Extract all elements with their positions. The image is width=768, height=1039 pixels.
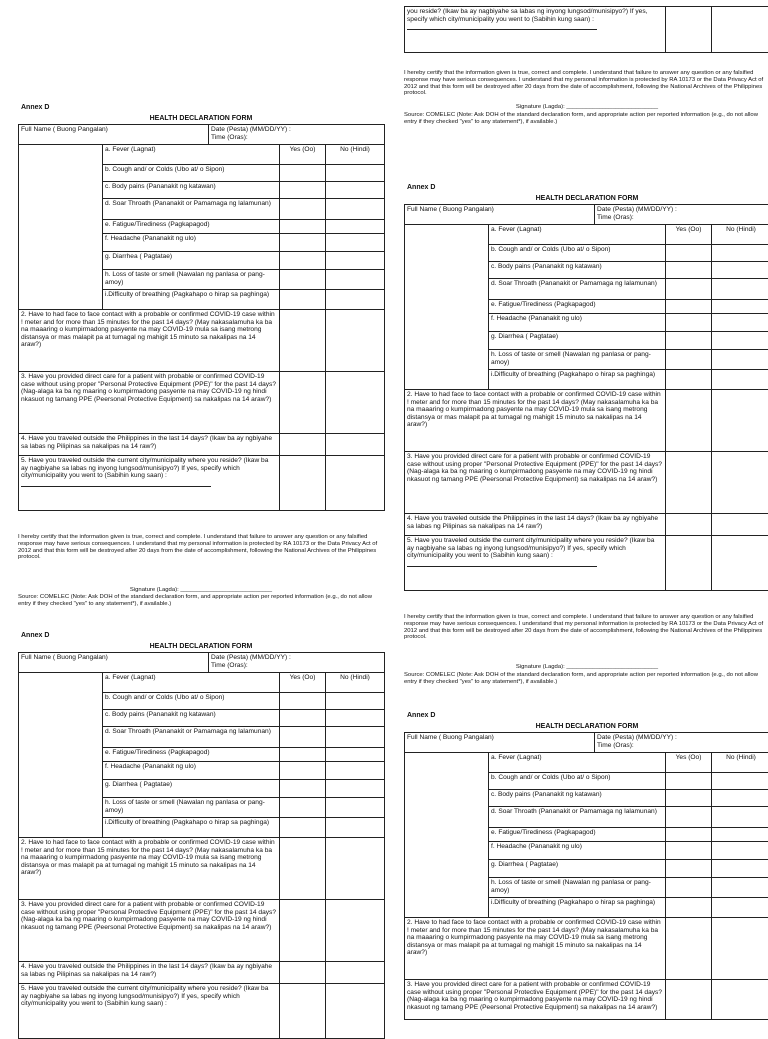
no-checkbox[interactable] xyxy=(326,748,385,762)
symptom-label: d. Soar Throath (Pananakit or Pamamaga ng lalamunan) xyxy=(489,807,666,828)
yes-checkbox[interactable] xyxy=(280,780,326,798)
no-checkbox[interactable] xyxy=(712,918,768,980)
city-answer-line[interactable] xyxy=(407,23,597,30)
question-5-continued: you reside? (Ikaw ba ay nagbiyahe sa labas ng inyong lungsod/munisipyo?) If yes, specify which city/municipality you went to (Sabihin kung saan) : xyxy=(405,7,666,53)
date-time-field[interactable]: Date (Pesta) (MM/DD/YY) : Time (Oras): xyxy=(209,653,385,673)
symptom-label: f. Headache (Pananakit ng ulo) xyxy=(489,314,666,332)
blank-cell xyxy=(19,145,103,310)
symptom-label: h. Loss of taste or smell (Nawalan ng panlasa or pang-amoy) xyxy=(103,270,280,290)
yes-checkbox[interactable] xyxy=(666,262,712,279)
question-4: 4. Have you traveled outside the Philippines in the last 14 days? (Ikaw ba ay ngbiyahe sa labas ng Pilipinas sa nakalipas na 14 raw?) xyxy=(19,962,280,984)
symptom-label: a. Fever (Lagnat) xyxy=(489,225,666,245)
no-checkbox[interactable] xyxy=(712,300,768,314)
yes-checkbox[interactable] xyxy=(280,182,326,199)
symptom-label: a. Fever (Lagnat) xyxy=(489,753,666,773)
yes-checkbox[interactable] xyxy=(666,898,712,918)
no-checkbox[interactable] xyxy=(712,828,768,842)
no-checkbox[interactable] xyxy=(712,860,768,878)
question-3: 3. Have you provided direct care for a patient with probable or confirmed COVID-19 case without using proper "Personal Protective Equipment (PPE)" for the past 14 days? (Nag-alaga ka ba ng maaring o kumpirmadong pasyente na may COVID-19 ng hindi nkasuot ng tamang PPE (Peersonal Protective Equipment) sa nakalipas na 14 araw?) xyxy=(405,452,666,514)
certification-text: I hereby certify that the information given is true, correct and complete. I understand that failure to answer any question or any falsified response may have serious consequences. I understand that my personal information is protected by RA 10173 or the Data Privacy Act of 2012 and that this form will be destroyed after 20 days from the date of accomplishment, following the National Archives of the Philippines protocol. xyxy=(18,534,384,561)
symptom-label: c. Body pains (Pananakit ng katawan) xyxy=(489,790,666,807)
no-checkbox[interactable] xyxy=(326,984,385,1039)
symptom-label: e. Fatigue/Tirediness (Pagkapagod) xyxy=(103,748,280,762)
yes-checkbox[interactable] xyxy=(666,245,712,262)
yes-checkbox[interactable] xyxy=(666,514,712,536)
no-checkbox[interactable] xyxy=(326,727,385,748)
yes-checkbox[interactable] xyxy=(280,199,326,220)
question-5: 5. Have you traveled outside the current city/municipality where you reside? (Ikaw ba ay nagbiyahe sa labas ng inyong lungsod/munisipyo?) If yes, specify which city/municipality you went to (Sabihin kung saan) : xyxy=(19,456,280,511)
no-checkbox[interactable] xyxy=(326,798,385,818)
no-checkbox[interactable] xyxy=(326,290,385,310)
date-time-field[interactable]: Date (Pesta) (MM/DD/YY) : Time (Oras): xyxy=(595,733,768,753)
symptom-label: b. Cough and/ or Colds (Ubo at/ o Sipon) xyxy=(103,165,280,182)
no-checkbox[interactable] xyxy=(712,332,768,350)
question-3: 3. Have you provided direct care for a patient with probable or confirmed COVID-19 case without using proper "Personal Protective Equipment (PPE)" for the past 14 days? (Nag-alaga ka ba ng maaring o kumpirmadong pasyente na may COVID-19 ng hindi nkasuot ng tamang PPE (Peersonal Protective Equipment) sa nakalipas na 14 araw?) xyxy=(405,980,666,1020)
yes-checkbox[interactable] xyxy=(280,456,326,511)
date-time-field[interactable]: Date (Pesta) (MM/DD/YY) : Time (Oras): xyxy=(595,205,768,225)
annex-label: Annex D xyxy=(407,712,435,719)
symptom-label: b. Cough and/ or Colds (Ubo at/ o Sipon) xyxy=(489,773,666,790)
form-title: HEALTH DECLARATION FORM xyxy=(18,643,384,650)
signature-field[interactable]: ____________________________ xyxy=(566,664,658,670)
full-name-field[interactable]: Full Name ( Buong Pangalan) xyxy=(405,733,595,753)
city-answer-line[interactable] xyxy=(21,480,211,487)
full-name-field[interactable]: Full Name ( Buong Pangalan) xyxy=(19,125,209,145)
certification-text: I hereby certify that the information given is true, correct and complete. I understand that failure to answer any question or any falsified response may have serious consequences. I understand that my personal information is protected by RA 10173 or the Data Privacy Act of 2012 and that this form will be destroyed after 20 days from the date of accomplishment, following the National Archives of the Philippines protocol. xyxy=(404,70,768,97)
yes-checkbox[interactable] xyxy=(280,252,326,270)
question-2: 2. Have to had face to face contact with a probable or confirmed COVID-19 case within ! meter and for more than 15 minutes for the past 14 days? (May nakasalamuha ka ba na maaaring o kumpirmadong pasyente na may COVID-19 mula sa isang metrong distansya or mas malapit pa at tumagal ng mahigit 15 minuto sa nakalipas na 14 araw?) xyxy=(405,918,666,980)
source-note: Source: COMELEC (Note: Ask DOH of the standard declaration form, and appropriate action per reported information (e.g., do not allow entry if they checked "yes" to any statement*), if available.) xyxy=(404,112,768,126)
no-checkbox[interactable] xyxy=(712,536,768,591)
yes-checkbox[interactable] xyxy=(666,918,712,980)
no-checkbox[interactable] xyxy=(712,390,768,452)
yes-checkbox[interactable] xyxy=(280,270,326,290)
signature-field[interactable]: ____________________________ xyxy=(180,587,272,593)
symptom-label: c. Body pains (Pananakit ng katawan) xyxy=(489,262,666,279)
blank-cell xyxy=(19,673,103,838)
symptom-label: f. Headache (Pananakit ng ulo) xyxy=(103,234,280,252)
date-label: Date (Pesta) (MM/DD/YY) : xyxy=(211,126,291,133)
no-checkbox[interactable] xyxy=(712,262,768,279)
symptom-label: c. Body pains (Pananakit ng katawan) xyxy=(103,710,280,727)
yes-checkbox[interactable] xyxy=(280,748,326,762)
no-checkbox[interactable] xyxy=(326,182,385,199)
yes-header: Yes (Oo) xyxy=(280,145,326,165)
yes-checkbox[interactable] xyxy=(280,310,326,372)
source-note: Source: COMELEC (Note: Ask DOH of the standard declaration form, and appropriate action per reported information (e.g., do not allow entry if they checked "yes" to any statement*), if available.) xyxy=(404,672,768,686)
no-checkbox[interactable] xyxy=(326,234,385,252)
no-checkbox[interactable] xyxy=(712,773,768,790)
question-3: 3. Have you provided direct care for a patient with probable or confirmed COVID-19 case without using proper "Personal Protective Equipment (PPE)" for the past 14 days? (Nag-alaga ka ba ng maaring o kumpirmadong pasyente na may COVID-19 ng hindi nkasuot ng tamang PPE (Peersonal Protective Equipment) sa nakalipas na 14 araw?) xyxy=(19,372,280,434)
symptom-label: c. Body pains (Pananakit ng katawan) xyxy=(103,182,280,199)
yes-checkbox[interactable] xyxy=(666,314,712,332)
annex-label: Annex D xyxy=(21,632,49,639)
no-checkbox[interactable] xyxy=(326,270,385,290)
yes-checkbox[interactable] xyxy=(280,818,326,838)
no-checkbox[interactable] xyxy=(326,310,385,372)
no-checkbox[interactable] xyxy=(326,165,385,182)
yes-header: Yes (Oo) xyxy=(666,753,712,773)
yes-checkbox[interactable] xyxy=(280,434,326,456)
symptom-label: e. Fatigue/Tirediness (Pagkapagod) xyxy=(489,828,666,842)
yes-checkbox[interactable] xyxy=(666,828,712,842)
yes-checkbox[interactable] xyxy=(280,984,326,1039)
no-checkbox[interactable] xyxy=(712,370,768,390)
name-row xyxy=(19,125,385,145)
no-checkbox[interactable] xyxy=(326,710,385,727)
yes-checkbox[interactable] xyxy=(280,693,326,710)
question-5: 5. Have you traveled outside the current city/municipality where you reside? (Ikaw ba ay nagbiyahe sa labas ng inyong lungsod/munisipyo?) If yes, specify which city/municipality you went to (Sabihin kung saan) : xyxy=(405,536,666,591)
symptom-label: b. Cough and/ or Colds (Ubo at/ o Sipon) xyxy=(103,693,280,710)
yes-checkbox[interactable] xyxy=(280,710,326,727)
no-header: No (Hindi) xyxy=(712,225,768,245)
no-header: No (Hindi) xyxy=(326,673,385,693)
symptom-label: a. Fever (Lagnat) xyxy=(103,673,280,693)
form-title: HEALTH DECLARATION FORM xyxy=(404,195,768,202)
question-2: 2. Have to had face to face contact with a probable or confirmed COVID-19 case within ! meter and for more than 15 minutes for the past 14 days? (May nakasalamuha ka ba na maaaring o kumpirmadong pasyente na may COVID-19 mula sa isang metrong distansya or mas malapit pa at tumagal ng mahigit 15 minuto sa nakalipas na 14 araw?) xyxy=(405,390,666,452)
symptom-label: e. Fatigue/Tirediness (Pagkapagod) xyxy=(103,220,280,234)
question-4: 4. Have you traveled outside the Philippines in the last 14 days? (Ikaw ba ay ngbiyahe sa labas ng Pilipinas sa nakalipas na 14 raw?) xyxy=(405,514,666,536)
no-checkbox[interactable] xyxy=(712,878,768,898)
yes-checkbox[interactable] xyxy=(666,860,712,878)
symptom-label: g. Diarrhea ( Pagtatae) xyxy=(103,780,280,798)
blank-cell xyxy=(405,753,489,918)
no-checkbox[interactable] xyxy=(326,780,385,798)
no-checkbox[interactable] xyxy=(326,434,385,456)
yes-checkbox[interactable] xyxy=(280,900,326,962)
yes-checkbox[interactable] xyxy=(280,220,326,234)
symptom-label: d. Soar Throath (Pananakit or Pamamaga ng lalamunan) xyxy=(103,727,280,748)
symptom-label: g. Diarrhea ( Pagtatae) xyxy=(103,252,280,270)
full-name-field[interactable]: Full Name ( Buong Pangalan) xyxy=(19,653,209,673)
no-checkbox[interactable] xyxy=(326,456,385,511)
question-5: 5. Have you traveled outside the current city/municipality where you reside? (Ikaw ba ay nagbiyahe sa labas ng inyong lungsod/munisipyo?) If yes, specify which city/municipality you went to (Sabihin kung saan) : xyxy=(19,984,280,1039)
no-checkbox[interactable] xyxy=(712,245,768,262)
symptom-label: d. Soar Throath (Pananakit or Pamamaga ng lalamunan) xyxy=(489,279,666,300)
full-name-field[interactable]: Full Name ( Buong Pangalan) xyxy=(405,205,595,225)
yes-checkbox[interactable] xyxy=(280,290,326,310)
symptom-label: g. Diarrhea ( Pagtatae) xyxy=(489,332,666,350)
symptom-label: g. Diarrhea ( Pagtatae) xyxy=(489,860,666,878)
no-header: No (Hindi) xyxy=(712,753,768,773)
no-checkbox[interactable] xyxy=(712,898,768,918)
no-checkbox[interactable] xyxy=(712,7,768,53)
yes-checkbox[interactable] xyxy=(280,234,326,252)
no-checkbox[interactable] xyxy=(326,199,385,220)
no-checkbox[interactable] xyxy=(326,372,385,434)
certification-text: I hereby certify that the information given is true, correct and complete. I understand that failure to answer any question or any falsified response may have serious consequences. I understand that my personal information is protected by RA 10173 or the Data Privacy Act of 2012 and that this form will be destroyed after 20 days from the date of accomplishment, following the National Archives of the Philippines protocol. xyxy=(404,614,768,641)
signature-line: Signature (Lagda): ____________________________ xyxy=(404,104,768,111)
yes-checkbox[interactable] xyxy=(666,842,712,860)
blank-cell xyxy=(405,225,489,390)
form-table xyxy=(18,124,385,511)
no-checkbox[interactable] xyxy=(326,762,385,780)
yes-checkbox[interactable] xyxy=(666,390,712,452)
yes-checkbox[interactable] xyxy=(280,798,326,818)
form-table xyxy=(18,652,385,1039)
symptom-label: d. Soar Throath (Pananakit or Pamamaga ng lalamunan) xyxy=(103,199,280,220)
yes-checkbox[interactable] xyxy=(666,370,712,390)
annex-label: Annex D xyxy=(407,184,435,191)
yes-checkbox[interactable] xyxy=(280,762,326,780)
question-2: 2. Have to had face to face contact with a probable or confirmed COVID-19 case within ! meter and for more than 15 minutes for the past 14 days? (May nakasalamuha ka ba na maaaring o kumpirmadong pasyente na may COVID-19 mula sa isang metrong distansya or mas malapit pa at tumagal ng mahigit 15 minuto sa nakalipas na 14 araw?) xyxy=(19,310,280,372)
annex-label: Annex D xyxy=(21,104,49,111)
no-checkbox[interactable] xyxy=(712,314,768,332)
yes-checkbox[interactable] xyxy=(280,838,326,900)
no-checkbox[interactable] xyxy=(326,252,385,270)
no-checkbox[interactable] xyxy=(712,279,768,300)
no-checkbox[interactable] xyxy=(326,900,385,962)
yes-checkbox[interactable] xyxy=(666,332,712,350)
yes-checkbox[interactable] xyxy=(666,790,712,807)
signature-field[interactable]: ____________________________ xyxy=(566,104,658,110)
question-2: 2. Have to had face to face contact with a probable or confirmed COVID-19 case within ! meter and for more than 15 minutes for the past 14 days? (May nakasalamuha ka ba na maaaring o kumpirmadong pasyente na may COVID-19 mula sa isang metrong distansya or mas malapit pa at tumagal ng mahigit 15 minuto sa nakalipas na 14 araw?) xyxy=(19,838,280,900)
symptom-label: f. Headache (Pananakit ng ulo) xyxy=(103,762,280,780)
symptom-label: i.Difficulty of breathing (Pagkahapo o hirap sa paghinga) xyxy=(103,290,280,310)
time-label: Time (Oras): xyxy=(211,134,248,141)
yes-checkbox[interactable] xyxy=(280,727,326,748)
yes-header: Yes (Oo) xyxy=(666,225,712,245)
yes-checkbox[interactable] xyxy=(666,773,712,790)
symptom-label: f. Headache (Pananakit ng ulo) xyxy=(489,842,666,860)
city-answer-line[interactable] xyxy=(407,560,597,567)
yes-header: Yes (Oo) xyxy=(280,673,326,693)
no-checkbox[interactable] xyxy=(326,838,385,900)
form-table-continued xyxy=(404,6,768,53)
symptom-label: e. Fatigue/Tirediness (Pagkapagod) xyxy=(489,300,666,314)
yes-checkbox[interactable] xyxy=(666,350,712,370)
form-table xyxy=(404,204,768,591)
no-checkbox[interactable] xyxy=(712,807,768,828)
symptom-label: a. Fever (Lagnat) xyxy=(103,145,280,165)
date-time-field[interactable] xyxy=(209,125,385,145)
symptom-label: i.Difficulty of breathing (Pagkahapo o hirap sa paghinga) xyxy=(489,370,666,390)
yes-checkbox[interactable] xyxy=(666,452,712,514)
question-3: 3. Have you provided direct care for a patient with probable or confirmed COVID-19 case without using proper "Personal Protective Equipment (PPE)" for the past 14 days? (Nag-alaga ka ba ng maaring o kumpirmadong pasyente na may COVID-19 ng hindi nkasuot ng tamang PPE (Peersonal Protective Equipment) sa nakalipas na 14 araw?) xyxy=(19,900,280,962)
symptom-label: h. Loss of taste or smell (Nawalan ng panlasa or pang-amoy) xyxy=(489,878,666,898)
no-checkbox[interactable] xyxy=(712,790,768,807)
yes-checkbox[interactable] xyxy=(666,980,712,1020)
no-checkbox[interactable] xyxy=(712,452,768,514)
no-checkbox[interactable] xyxy=(326,962,385,984)
symptom-label: i.Difficulty of breathing (Pagkahapo o hirap sa paghinga) xyxy=(103,818,280,838)
signature-line: Signature (Lagda): ____________________________ xyxy=(404,664,768,671)
signature-line: Signature (Lagda): ____________________________ xyxy=(18,587,384,594)
source-note: Source: COMELEC (Note: Ask DOH of the standard declaration form, and appropriate action per reported information (e.g., do not allow entry if they checked "yes" to any statement*), if available.) xyxy=(18,594,384,608)
yes-checkbox[interactable] xyxy=(666,279,712,300)
question-4: 4. Have you traveled outside the Philippines in the last 14 days? (Ikaw ba ay ngbiyahe sa labas ng Pilipinas sa nakalipas na 14 raw?) xyxy=(19,434,280,456)
yes-checkbox[interactable] xyxy=(666,807,712,828)
no-checkbox[interactable] xyxy=(326,693,385,710)
form-title: HEALTH DECLARATION FORM xyxy=(18,115,384,122)
yes-checkbox[interactable] xyxy=(666,536,712,591)
no-checkbox[interactable] xyxy=(712,350,768,370)
no-checkbox[interactable] xyxy=(712,514,768,536)
no-header: No (Hindi) xyxy=(326,145,385,165)
yes-checkbox[interactable] xyxy=(666,300,712,314)
yes-checkbox[interactable] xyxy=(666,7,712,53)
symptom-label: h. Loss of taste or smell (Nawalan ng panlasa or pang-amoy) xyxy=(489,350,666,370)
symptom-label: h. Loss of taste or smell (Nawalan ng panlasa or pang-amoy) xyxy=(103,798,280,818)
no-checkbox[interactable] xyxy=(326,818,385,838)
no-checkbox[interactable] xyxy=(712,980,768,1020)
yes-checkbox[interactable] xyxy=(280,372,326,434)
form-table xyxy=(404,732,768,1020)
no-checkbox[interactable] xyxy=(712,842,768,860)
yes-checkbox[interactable] xyxy=(666,878,712,898)
yes-checkbox[interactable] xyxy=(280,165,326,182)
symptom-label: i.Difficulty of breathing (Pagkahapo o hirap sa paghinga) xyxy=(489,898,666,918)
form-title: HEALTH DECLARATION FORM xyxy=(404,723,768,730)
symptom-label: b. Cough and/ or Colds (Ubo at/ o Sipon) xyxy=(489,245,666,262)
yes-checkbox[interactable] xyxy=(280,962,326,984)
no-checkbox[interactable] xyxy=(326,220,385,234)
